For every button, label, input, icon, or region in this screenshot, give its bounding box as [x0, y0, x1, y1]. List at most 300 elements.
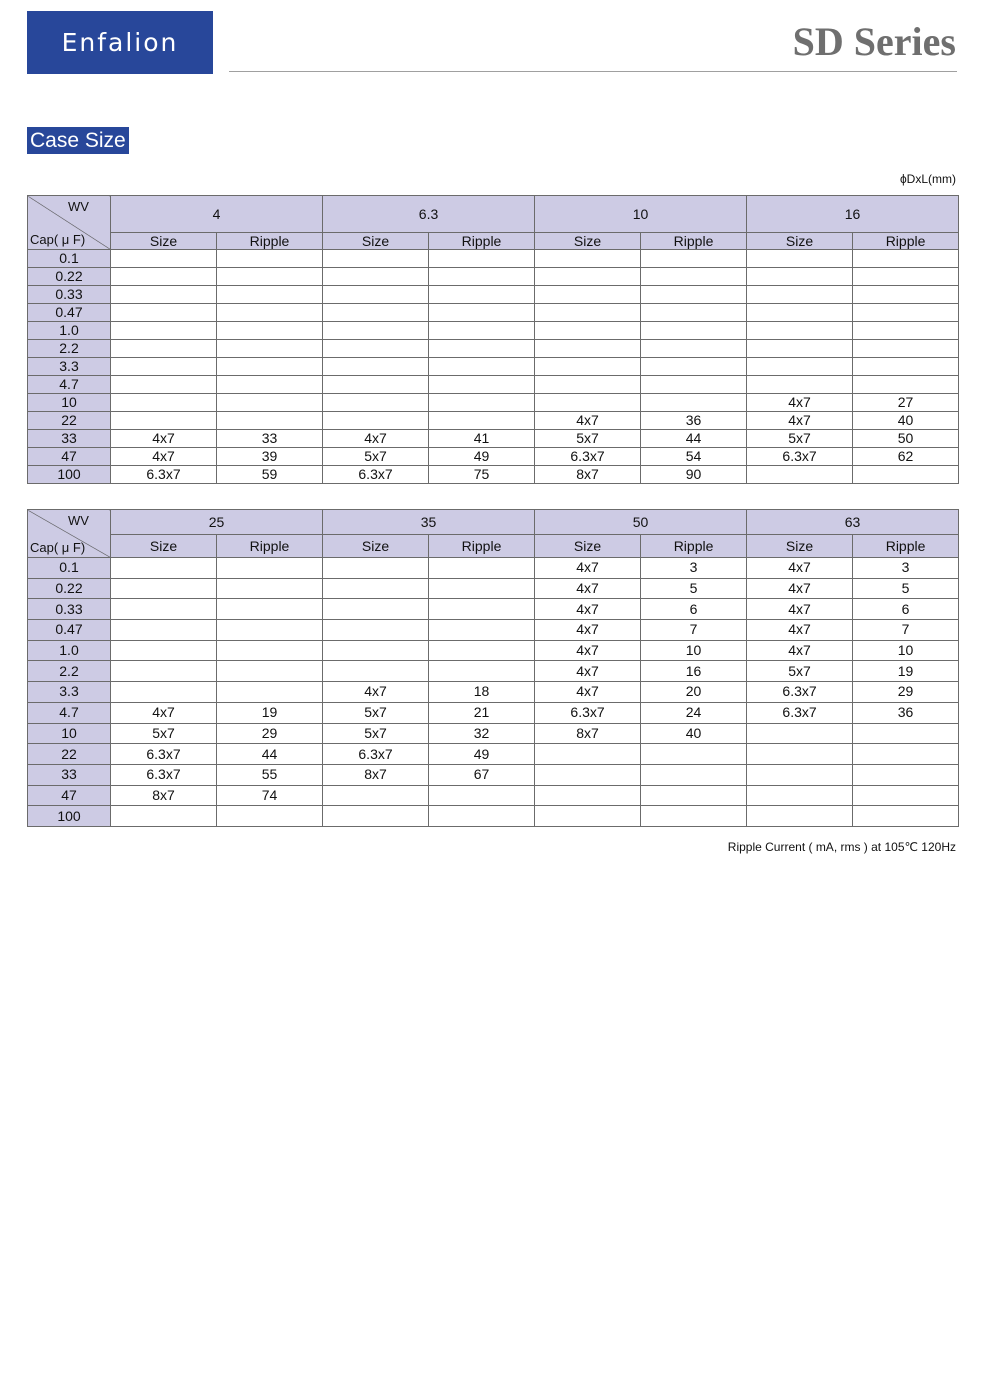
size-cell [323, 286, 429, 304]
table-row [28, 702, 959, 723]
size-cell: 4x7 [535, 620, 641, 641]
capacitance-cell: 0.1 [28, 250, 111, 268]
table-row [28, 640, 959, 661]
ripple-cell [641, 250, 747, 268]
ripple-cell [429, 322, 535, 340]
case-size-table-low-voltage [27, 195, 959, 484]
ripple-cell [641, 376, 747, 394]
header-divider [229, 71, 957, 72]
size-cell: 4x7 [747, 599, 853, 620]
ripple-cell [429, 785, 535, 806]
ripple-cell [217, 558, 323, 579]
size-header: Size [535, 233, 641, 250]
table-row [28, 322, 959, 340]
size-cell: 8x7 [535, 466, 641, 484]
size-cell: 4x7 [111, 702, 217, 723]
size-cell [323, 558, 429, 579]
table-row [28, 764, 959, 785]
voltage-header: 50 [535, 510, 747, 535]
ripple-cell [217, 682, 323, 703]
ripple-cell: 5 [641, 578, 747, 599]
size-cell [323, 661, 429, 682]
ripple-header: Ripple [641, 233, 747, 250]
table-row [28, 448, 959, 466]
ripple-cell: 67 [429, 764, 535, 785]
ripple-cell: 44 [217, 744, 323, 765]
ripple-cell [217, 322, 323, 340]
ripple-header: Ripple [217, 233, 323, 250]
size-cell: 4x7 [111, 430, 217, 448]
size-cell [323, 620, 429, 641]
voltage-header-row [28, 510, 959, 535]
ripple-cell [217, 412, 323, 430]
size-cell [323, 376, 429, 394]
capacitance-cell: 47 [28, 785, 111, 806]
size-cell [535, 340, 641, 358]
size-cell [747, 806, 853, 827]
size-cell: 4x7 [111, 448, 217, 466]
size-cell [323, 340, 429, 358]
size-cell: 5x7 [323, 702, 429, 723]
ripple-cell [641, 340, 747, 358]
ripple-cell [217, 661, 323, 682]
subheader-row [28, 535, 959, 558]
size-cell [323, 806, 429, 827]
size-cell [323, 322, 429, 340]
ripple-header: Ripple [217, 535, 323, 558]
table-row [28, 599, 959, 620]
ripple-cell [429, 558, 535, 579]
size-cell: 5x7 [111, 723, 217, 744]
size-cell [535, 806, 641, 827]
size-header: Size [747, 233, 853, 250]
size-cell: 6.3x7 [111, 744, 217, 765]
ripple-cell [217, 376, 323, 394]
size-cell [747, 250, 853, 268]
capacitance-cell: 10 [28, 394, 111, 412]
size-cell [747, 304, 853, 322]
table-row [28, 682, 959, 703]
size-cell: 4x7 [747, 412, 853, 430]
size-cell [111, 340, 217, 358]
ripple-footnote: Ripple Current ( mA, rms ) at 105℃ 120Hz [727, 840, 956, 854]
size-cell: 4x7 [535, 682, 641, 703]
size-header: Size [747, 535, 853, 558]
ripple-cell [429, 578, 535, 599]
size-cell: 6.3x7 [111, 466, 217, 484]
size-cell [535, 764, 641, 785]
size-cell [323, 250, 429, 268]
size-cell [535, 322, 641, 340]
size-header: Size [323, 233, 429, 250]
ripple-cell: 41 [429, 430, 535, 448]
ripple-cell [853, 723, 959, 744]
ripple-cell [853, 340, 959, 358]
section-title: Case Size [27, 127, 129, 154]
ripple-cell [853, 250, 959, 268]
wv-label: WV [68, 513, 89, 528]
size-cell: 6.3x7 [535, 448, 641, 466]
ripple-cell [217, 640, 323, 661]
ripple-cell: 90 [641, 466, 747, 484]
table-row [28, 250, 959, 268]
table-row [28, 304, 959, 322]
size-cell: 6.3x7 [747, 448, 853, 466]
size-cell: 5x7 [323, 448, 429, 466]
size-cell: 6.3x7 [323, 466, 429, 484]
ripple-cell [429, 286, 535, 304]
size-cell: 5x7 [323, 723, 429, 744]
size-header: Size [111, 233, 217, 250]
size-cell [111, 578, 217, 599]
ripple-cell: 24 [641, 702, 747, 723]
size-cell [111, 358, 217, 376]
voltage-header: 35 [323, 510, 535, 535]
ripple-cell: 5 [853, 578, 959, 599]
size-cell: 6.3x7 [323, 744, 429, 765]
ripple-cell: 27 [853, 394, 959, 412]
size-cell: 8x7 [111, 785, 217, 806]
ripple-cell: 21 [429, 702, 535, 723]
size-header: Size [323, 535, 429, 558]
ripple-header: Ripple [429, 535, 535, 558]
ripple-cell [217, 304, 323, 322]
size-cell [747, 358, 853, 376]
size-cell [535, 358, 641, 376]
ripple-cell: 44 [641, 430, 747, 448]
size-cell: 4x7 [747, 394, 853, 412]
size-cell [111, 412, 217, 430]
table-row [28, 358, 959, 376]
size-cell: 4x7 [535, 578, 641, 599]
ripple-cell [429, 412, 535, 430]
size-cell [323, 358, 429, 376]
ripple-cell [217, 599, 323, 620]
ripple-cell [429, 268, 535, 286]
capacitance-cell: 0.33 [28, 286, 111, 304]
table-row [28, 578, 959, 599]
capacitance-cell: 0.47 [28, 304, 111, 322]
table-row [28, 340, 959, 358]
ripple-cell [217, 578, 323, 599]
size-cell: 5x7 [747, 661, 853, 682]
ripple-cell: 10 [853, 640, 959, 661]
ripple-cell: 36 [641, 412, 747, 430]
ripple-cell [429, 340, 535, 358]
ripple-cell: 32 [429, 723, 535, 744]
ripple-cell [429, 640, 535, 661]
voltage-header: 16 [747, 196, 959, 233]
ripple-cell [217, 340, 323, 358]
ripple-cell [641, 744, 747, 765]
ripple-cell [641, 358, 747, 376]
voltage-header-row [28, 196, 959, 233]
size-cell [111, 322, 217, 340]
ripple-cell: 18 [429, 682, 535, 703]
size-cell [111, 640, 217, 661]
ripple-cell: 40 [853, 412, 959, 430]
ripple-cell: 20 [641, 682, 747, 703]
size-cell: 4x7 [535, 599, 641, 620]
ripple-cell [217, 268, 323, 286]
ripple-cell [853, 286, 959, 304]
capacitance-cell: 22 [28, 412, 111, 430]
ripple-cell [853, 744, 959, 765]
capacitance-cell: 2.2 [28, 661, 111, 682]
capacitance-cell: 0.22 [28, 268, 111, 286]
capacitance-cell: 3.3 [28, 358, 111, 376]
size-cell: 4x7 [535, 661, 641, 682]
table-row [28, 376, 959, 394]
ripple-cell [641, 268, 747, 286]
size-cell [535, 268, 641, 286]
size-cell [323, 268, 429, 286]
ripple-cell [217, 806, 323, 827]
capacitance-cell: 33 [28, 764, 111, 785]
voltage-header: 25 [111, 510, 323, 535]
table-row [28, 744, 959, 765]
size-cell [111, 250, 217, 268]
ripple-cell: 19 [853, 661, 959, 682]
ripple-cell: 74 [217, 785, 323, 806]
capacitance-cell: 0.22 [28, 578, 111, 599]
ripple-cell: 33 [217, 430, 323, 448]
ripple-cell: 39 [217, 448, 323, 466]
header-corner-cell [28, 510, 111, 558]
size-cell [323, 785, 429, 806]
ripple-cell: 7 [641, 620, 747, 641]
ripple-cell [429, 250, 535, 268]
voltage-header: 10 [535, 196, 747, 233]
table-row [28, 620, 959, 641]
ripple-cell [853, 304, 959, 322]
size-cell: 4x7 [535, 640, 641, 661]
capacitance-cell: 0.1 [28, 558, 111, 579]
size-cell: 6.3x7 [747, 682, 853, 703]
ripple-cell [641, 806, 747, 827]
table-row [28, 723, 959, 744]
size-cell [111, 682, 217, 703]
size-cell: 8x7 [535, 723, 641, 744]
size-cell [111, 806, 217, 827]
size-cell [111, 620, 217, 641]
ripple-cell [641, 286, 747, 304]
ripple-cell: 7 [853, 620, 959, 641]
ripple-cell [429, 661, 535, 682]
header-corner-cell [28, 196, 111, 250]
ripple-cell [217, 250, 323, 268]
size-cell [111, 599, 217, 620]
ripple-cell [853, 376, 959, 394]
ripple-cell [429, 376, 535, 394]
size-cell [747, 322, 853, 340]
voltage-header: 63 [747, 510, 959, 535]
table-row [28, 466, 959, 484]
capacitance-cell: 4.7 [28, 702, 111, 723]
size-cell [323, 394, 429, 412]
size-cell [111, 304, 217, 322]
unit-note: ϕDxL(mm) [899, 172, 956, 186]
size-cell [747, 340, 853, 358]
size-cell [535, 785, 641, 806]
size-cell: 6.3x7 [747, 702, 853, 723]
size-cell [323, 599, 429, 620]
ripple-cell: 6 [853, 599, 959, 620]
size-cell [747, 466, 853, 484]
capacitance-cell: 22 [28, 744, 111, 765]
size-cell: 4x7 [535, 558, 641, 579]
capacitance-cell: 33 [28, 430, 111, 448]
size-header: Size [535, 535, 641, 558]
size-cell [111, 394, 217, 412]
size-cell [747, 286, 853, 304]
table-row [28, 785, 959, 806]
table-row [28, 412, 959, 430]
ripple-cell [853, 358, 959, 376]
table-row [28, 806, 959, 827]
cap-label: Cap( μ F) [30, 232, 86, 247]
size-cell [111, 661, 217, 682]
table-row [28, 430, 959, 448]
cap-label: Cap( μ F) [30, 540, 86, 555]
case-size-table-high-voltage [27, 509, 959, 827]
size-cell [535, 304, 641, 322]
voltage-header: 6.3 [323, 196, 535, 233]
ripple-cell: 54 [641, 448, 747, 466]
capacitance-cell: 0.33 [28, 599, 111, 620]
size-cell: 4x7 [747, 558, 853, 579]
ripple-cell [429, 304, 535, 322]
capacitance-cell: 0.47 [28, 620, 111, 641]
voltage-header: 4 [111, 196, 323, 233]
ripple-cell: 50 [853, 430, 959, 448]
size-cell [747, 785, 853, 806]
size-cell [111, 376, 217, 394]
size-cell: 4x7 [323, 430, 429, 448]
size-cell: 8x7 [323, 764, 429, 785]
size-cell [535, 286, 641, 304]
size-cell: 5x7 [747, 430, 853, 448]
size-cell [535, 394, 641, 412]
ripple-cell: 55 [217, 764, 323, 785]
ripple-cell: 49 [429, 448, 535, 466]
size-cell: 4x7 [747, 578, 853, 599]
ripple-cell [217, 394, 323, 412]
capacitance-cell: 10 [28, 723, 111, 744]
ripple-cell: 49 [429, 744, 535, 765]
ripple-header: Ripple [853, 233, 959, 250]
size-cell [747, 723, 853, 744]
capacitance-cell: 2.2 [28, 340, 111, 358]
capacitance-cell: 100 [28, 806, 111, 827]
size-cell [111, 558, 217, 579]
ripple-cell: 3 [641, 558, 747, 579]
size-cell [323, 304, 429, 322]
size-cell [111, 268, 217, 286]
capacitance-cell: 1.0 [28, 322, 111, 340]
size-cell [323, 578, 429, 599]
capacitance-cell: 3.3 [28, 682, 111, 703]
ripple-cell [853, 466, 959, 484]
size-cell: 4x7 [535, 412, 641, 430]
capacitance-cell: 1.0 [28, 640, 111, 661]
ripple-cell [217, 286, 323, 304]
table-row [28, 286, 959, 304]
size-cell [747, 268, 853, 286]
series-title: SD Series [792, 19, 956, 64]
size-cell: 4x7 [747, 620, 853, 641]
ripple-cell [217, 620, 323, 641]
size-header: Size [111, 535, 217, 558]
ripple-cell: 10 [641, 640, 747, 661]
size-cell: 5x7 [535, 430, 641, 448]
ripple-cell: 62 [853, 448, 959, 466]
ripple-cell: 6 [641, 599, 747, 620]
ripple-cell [853, 322, 959, 340]
size-cell [535, 250, 641, 268]
ripple-cell [641, 304, 747, 322]
ripple-cell [429, 394, 535, 412]
ripple-header: Ripple [641, 535, 747, 558]
ripple-cell: 59 [217, 466, 323, 484]
ripple-cell [641, 785, 747, 806]
ripple-cell: 29 [853, 682, 959, 703]
ripple-header: Ripple [429, 233, 535, 250]
wv-label: WV [68, 199, 89, 214]
size-cell: 6.3x7 [535, 702, 641, 723]
ripple-cell: 3 [853, 558, 959, 579]
ripple-cell [853, 806, 959, 827]
size-cell [747, 376, 853, 394]
table-row [28, 661, 959, 682]
size-cell: 4x7 [323, 682, 429, 703]
size-cell [747, 744, 853, 765]
capacitance-cell: 4.7 [28, 376, 111, 394]
ripple-cell [429, 620, 535, 641]
table-row [28, 268, 959, 286]
ripple-header: Ripple [853, 535, 959, 558]
size-cell [535, 376, 641, 394]
ripple-cell: 75 [429, 466, 535, 484]
ripple-cell [641, 394, 747, 412]
size-cell [323, 412, 429, 430]
table-row [28, 558, 959, 579]
brand-logo: Enfalion [27, 11, 213, 74]
size-cell [535, 744, 641, 765]
size-cell [747, 764, 853, 785]
ripple-cell [641, 764, 747, 785]
capacitance-cell: 100 [28, 466, 111, 484]
ripple-cell: 29 [217, 723, 323, 744]
ripple-cell [429, 358, 535, 376]
size-cell: 4x7 [747, 640, 853, 661]
ripple-cell [853, 268, 959, 286]
ripple-cell [853, 764, 959, 785]
ripple-cell: 19 [217, 702, 323, 723]
ripple-cell: 36 [853, 702, 959, 723]
ripple-cell [429, 599, 535, 620]
ripple-cell [641, 322, 747, 340]
ripple-cell [217, 358, 323, 376]
ripple-cell [429, 806, 535, 827]
ripple-cell: 16 [641, 661, 747, 682]
size-cell [111, 286, 217, 304]
table-row [28, 394, 959, 412]
size-cell: 6.3x7 [111, 764, 217, 785]
ripple-cell: 40 [641, 723, 747, 744]
subheader-row [28, 233, 959, 250]
size-cell [323, 640, 429, 661]
